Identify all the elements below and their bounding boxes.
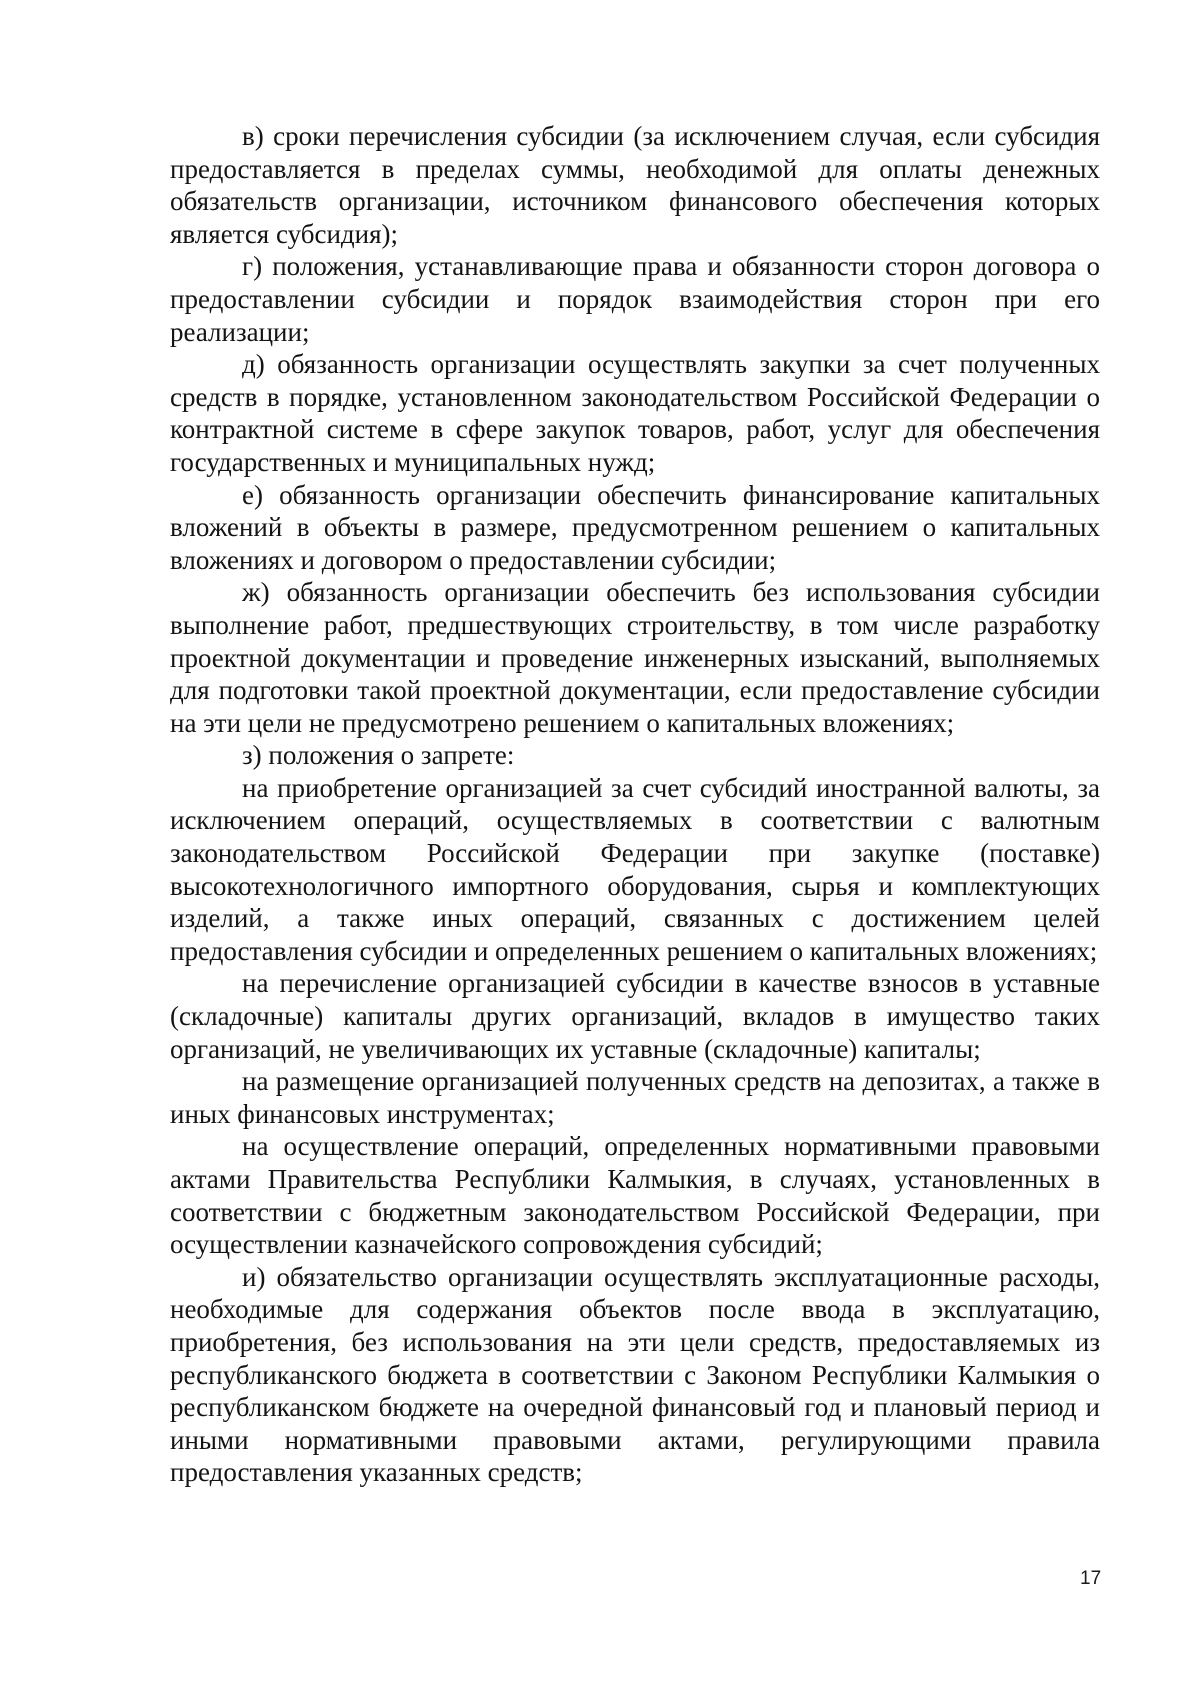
paragraph-z: з) положения о запрете: [242,740,515,771]
paragraph-d: д) обязанность организации осуществлять закупки за счет полученных средств в порядке, установленном законодательством Российской Федерации о контрактной системе в сфере закупок товаров, работ, услуг для обеспечения государственных и муниципальных нужд; [170,349,1100,477]
paragraph-zh: ж) обязанность организации обеспечить без использования субсидии выполнение работ, предшествующих строительству, в том числе разработку проектной документации и проведение инженерных изысканий, выполняемых для подготовки такой проектной документации, если предоставление субсидии на эти цели не предусмотрено решением о капитальных вложениях; [170,577,1100,738]
paragraph-prohibition-currency: на приобретение организацией за счет субсидий иностранной валюты, за исключением операций, осуществляемых в соответствии с валютным законодательством Российской Федерации при закупке (поставке) высокотехнологичного импортного оборудования, сырья и комплектующих изделий, а также иных операций, связанных с достижением целей предоставления субсидии и определенных решением о капитальных вложениях; [170,772,1100,966]
paragraph-prohibition-capital: на перечисление организацией субсидии в качестве взносов в уставные (складочные) капиталы других организаций, вкладов в имущество таких организаций, не увеличивающих их уставные (складочные) капиталы; [170,968,1100,1064]
paragraph-prohibition-operations: на осуществление операций, определенных нормативными правовыми актами Правительства Республики Калмыкия, в случаях, установленных в соответствии с бюджетным законодательством Российской Федерации, при осуществлении казначейского сопровождения субсидий; [170,1131,1100,1260]
page-number: 17 [1080,1568,1102,1589]
paragraph-e: е) обязанность организации обеспечить финансирование капитальных вложений в объекты в размере, предусмотренном решением о капитальных вложениях и договором о предоставлении субсидии; [170,479,1100,575]
paragraph-v: в) сроки перечисления субсидии (за исключением случая, если субсидия предоставляется в пределах суммы, необходимой для оплаты денежных обязательств организации, источником финансового обеспечения которых является субсидия); [170,121,1100,249]
document-body [170,120,1100,1489]
paragraph-prohibition-deposits: на размещение организацией полученных средств на депозитах, а также в иных финансовых инструментах; [170,1066,1100,1129]
paragraph-g: г) положения, устанавливающие права и обязанности сторон договора о предоставлении субсидии и порядок взаимодействия сторон при его реализации; [170,251,1100,347]
paragraph-i: и) обязательство организации осуществлять эксплуатационные расходы, необходимые для содержания объектов после ввода в эксплуатацию, приобретения, без использования на эти цели средств, предоставляемых из республиканского бюджета в соответствии с Законом Республики Калмыкия о республиканском бюджете на очередной финансовый год и плановый период и иными нормативными правовыми актами, регулирующими правила предоставления указанных средств; [170,1261,1100,1488]
